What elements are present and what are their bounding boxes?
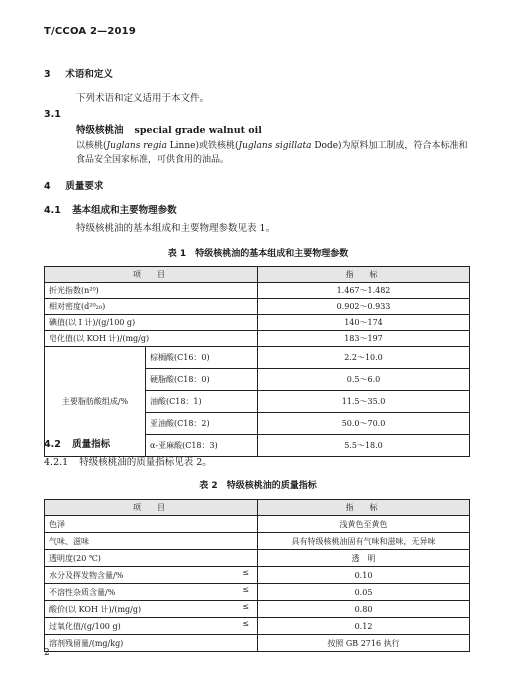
row-label: [45, 567, 258, 584]
row-label: [45, 584, 258, 601]
section-3-heading: [44, 68, 113, 81]
row-value: 浅黄色至黄色: [258, 516, 470, 533]
row-label: [45, 550, 258, 567]
standard-code: T/CCOA 2—2019: [44, 26, 136, 37]
fatty-acid-value: 5.5～18.0: [258, 435, 470, 457]
table-row: [45, 347, 470, 369]
row-label-text: 色泽: [49, 519, 65, 529]
column-header-value: 指 标: [258, 267, 470, 283]
table-2: [44, 499, 470, 652]
row-label: 碘值(以 I 计)/(g/100 g): [45, 315, 258, 331]
row-label: [45, 635, 258, 652]
section-4-1-heading: [44, 204, 177, 217]
row-value: 0.10: [258, 567, 470, 584]
def-text: Linne)或铁核桃(: [166, 141, 239, 151]
column-header-value: 指 标: [258, 500, 470, 516]
row-label: 相对密度(d²⁰₂₀): [45, 299, 258, 315]
row-value: 0.902～0.933: [258, 299, 470, 315]
table-1: [44, 266, 470, 457]
section-number: 4: [44, 181, 51, 192]
row-label-text: 气味、滋味: [49, 536, 89, 546]
row-label-text: 不溶性杂质含量/%: [49, 587, 116, 597]
fatty-acid-label: 棕榈酸(C16：0): [146, 347, 258, 369]
row-value: 具有特级核桃油固有气味和滋味，无异味: [258, 533, 470, 550]
table-row: [45, 516, 470, 533]
section-number: 3: [44, 69, 51, 80]
leq-sign: ≤: [242, 585, 249, 594]
fatty-acid-label: α-亚麻酸(C18：3): [146, 435, 258, 457]
row-value: 0.12: [258, 618, 470, 635]
fatty-acid-label: 硬脂酸(C18：0): [146, 369, 258, 391]
section-3-intro: 下列术语和定义适用于本文件。: [76, 93, 210, 104]
row-value: 1.467～1.482: [258, 283, 470, 299]
table-row: [45, 567, 470, 584]
row-label: [45, 601, 258, 618]
section-number: 4.2.1: [44, 457, 69, 468]
row-label-text: 酸价(以 KOH 计)/(mg/g): [49, 604, 142, 614]
section-title: 基本组成和主要物理参数: [72, 205, 177, 216]
def-text: 以核桃(: [76, 141, 107, 151]
table-header-row: [45, 500, 470, 516]
table-row: [45, 635, 470, 652]
section-text: 特级核桃油的质量指标见表 2。: [79, 457, 212, 468]
row-value: 0.05: [258, 584, 470, 601]
row-label: [45, 533, 258, 550]
term-cn: 特级核桃油: [76, 125, 124, 136]
def-text: Dode)为原料加工制成，符合本标准和: [311, 141, 468, 151]
table-row: [45, 331, 470, 347]
row-value: 透 明: [258, 550, 470, 567]
row-label-text: 透明度(20 ℃): [49, 553, 101, 563]
fatty-acid-value: 50.0～70.0: [258, 413, 470, 435]
column-header-item: 项 目: [45, 500, 258, 516]
table-row: [45, 299, 470, 315]
section-title: 质量指标: [72, 439, 111, 450]
table-2-caption: 表 2 特级核桃油的质量指标: [199, 481, 317, 491]
table-row: [45, 584, 470, 601]
table-row: [45, 601, 470, 618]
table-row: [45, 533, 470, 550]
row-label: 皂化值(以 KOH 计)/(mg/g): [45, 331, 258, 347]
leq-sign: ≤: [242, 619, 249, 628]
table-1-caption: 表 1 特级核桃油的基本组成和主要物理参数: [167, 249, 349, 259]
row-label-text: 溶剂残留量/(mg/kg): [49, 638, 124, 648]
term-en: special grade walnut oil: [134, 125, 262, 136]
fatty-acid-label: 油酸(C18：1): [146, 391, 258, 413]
term-definition-line-1: [76, 140, 468, 153]
row-value: 140～174: [258, 315, 470, 331]
column-header-item: 项 目: [45, 267, 258, 283]
fatty-acid-group-label: 主要脂肪酸组成/%: [45, 347, 146, 457]
table-row: [45, 618, 470, 635]
row-label: 折光指数(n²⁰): [45, 283, 258, 299]
fatty-acid-label: 亚油酸(C18：2): [146, 413, 258, 435]
table-row: [45, 550, 470, 567]
table-row: [45, 315, 470, 331]
latin-name: Juglans regia: [106, 141, 167, 151]
fatty-acid-value: 11.5～35.0: [258, 391, 470, 413]
section-4-2-heading: [44, 438, 110, 451]
section-4-1-text: 特级核桃油的基本组成和主要物理参数见表 1。: [76, 223, 276, 234]
term-number: 3.1: [44, 109, 61, 120]
section-title: 术语和定义: [65, 69, 113, 80]
term-definition-line-2: 食品安全国家标准，可供食用的油品。: [76, 155, 230, 165]
table-row: [45, 283, 470, 299]
row-value: 0.80: [258, 601, 470, 618]
section-number: 4.2: [44, 439, 61, 450]
row-value: 183～197: [258, 331, 470, 347]
fatty-acid-value: 2.2～10.0: [258, 347, 470, 369]
section-title: 质量要求: [65, 181, 104, 192]
page-number: 2: [44, 648, 50, 658]
term-heading: [76, 124, 262, 137]
table-header-row: [45, 267, 470, 283]
row-value: 按照 GB 2716 执行: [258, 635, 470, 652]
row-label: [45, 618, 258, 635]
section-4-heading: [44, 180, 103, 193]
leq-sign: ≤: [242, 568, 249, 577]
latin-name: Juglans sigillata: [238, 141, 312, 151]
row-label-text: 水分及挥发物含量/%: [49, 570, 124, 580]
section-number: 4.1: [44, 205, 61, 216]
row-label: [45, 516, 258, 533]
row-label-text: 过氧化值/(g/100 g): [49, 621, 121, 631]
fatty-acid-value: 0.5～6.0: [258, 369, 470, 391]
leq-sign: ≤: [242, 602, 249, 611]
section-4-2-1-text: [44, 456, 212, 469]
